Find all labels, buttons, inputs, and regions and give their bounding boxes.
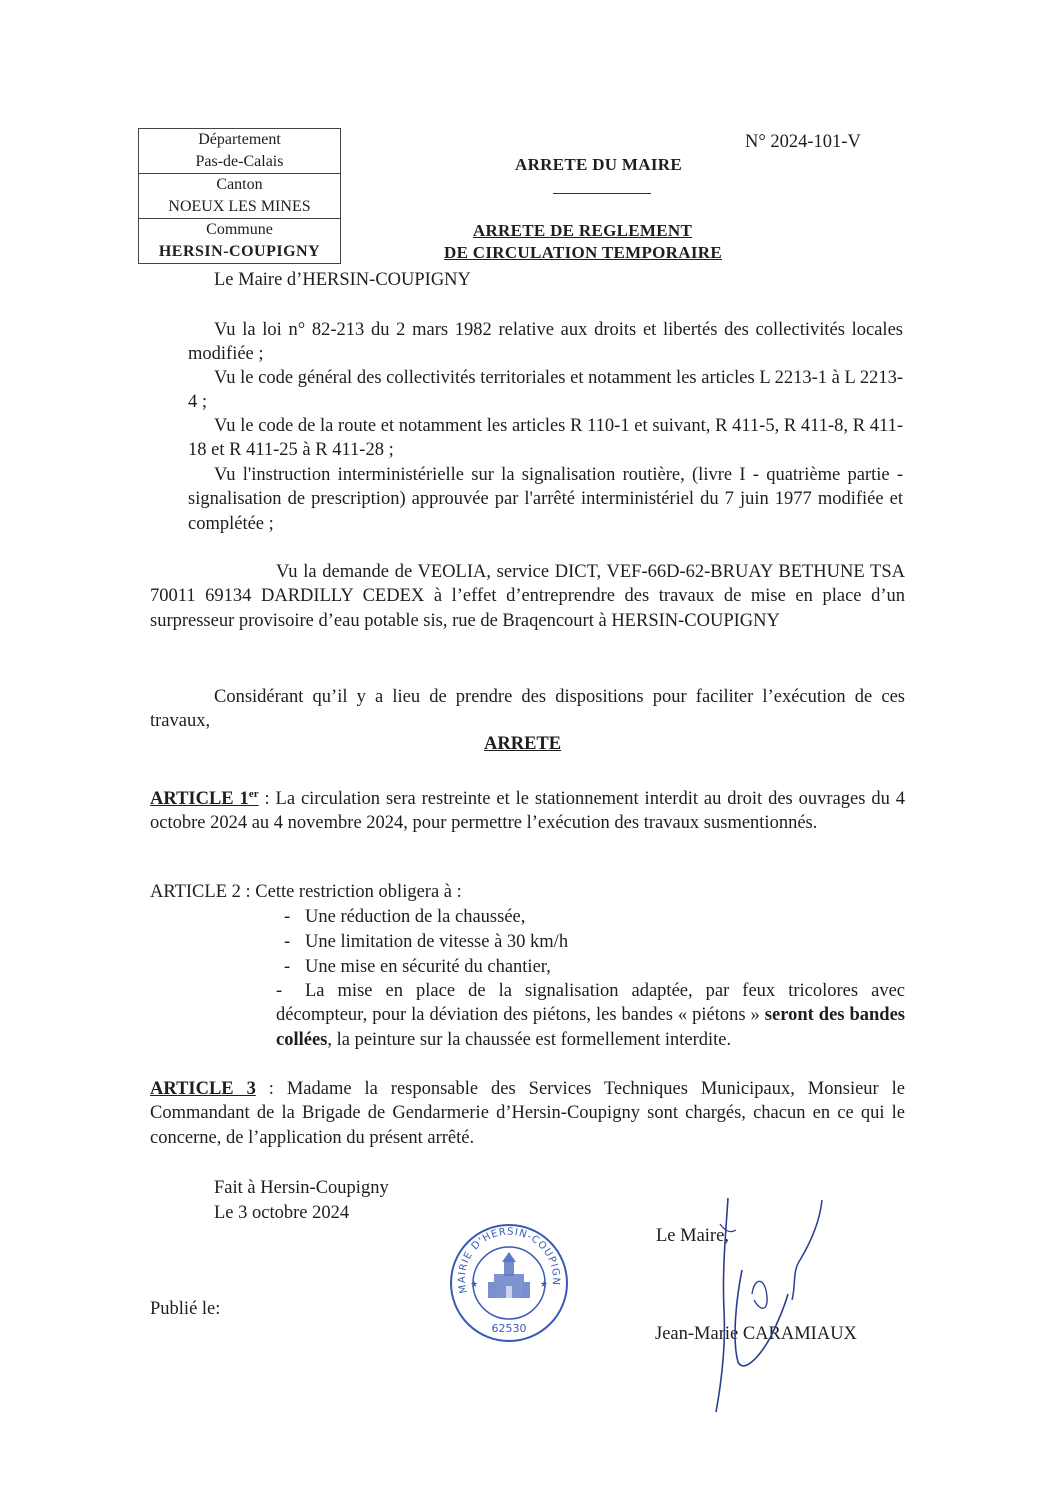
title-main: ARRETE DU MAIRE	[515, 155, 682, 174]
signature-scribble-icon	[680, 1190, 850, 1420]
header-box	[138, 128, 341, 264]
article-1	[150, 782, 905, 836]
publie-le: Publié le:	[150, 1299, 221, 1319]
maire-line: Le Maire d’HERSIN-COUPIGNY	[214, 270, 471, 290]
canton-label: Canton	[216, 176, 263, 193]
article-1-text: : La circulation sera restreinte et le stationnement interdit au droit des ouvrages du 4 octobre 2024 au 4 novembre 2024, pour permettre l’exécution des travaux susmentionnés.	[150, 789, 906, 834]
list-bullet: -	[284, 907, 291, 927]
article-2-text: : Cette restriction obligera à :	[240, 882, 462, 902]
demande-paragraph: Vu la demande de VEOLIA, service DICT, VEF-66D-62-BRUAY BETHUNE TSA 70011 69134 DARDILLY CEDEX à l’effet d’entreprendre des travaux de mise en place d’un surpresseur provisoire d’eau potable sis, rue de Braqencourt à HERSIN-COUPIGNY	[150, 562, 905, 631]
article-3-label: ARTICLE 3	[150, 1079, 256, 1099]
article-1-label: ARTICLE 1er	[150, 788, 259, 810]
vu-paragraph-3: Vu le code de la route et notamment les articles R 110-1 et suivant, R 411-5, R 411-8, R 411-18 et R 411-25 à R 411-28 ;	[188, 416, 903, 461]
article-3	[150, 1077, 905, 1150]
signature-title: Le Maire,	[656, 1226, 729, 1246]
article-3-text: : Madame la responsable des Services Techniques Municipaux, Monsieur le Commandant de la Brigade de Gendarmerie d’Hersin-Coupigny sont chargés, chacun en ce qui le concerne, de l’application du présent arrêté.	[150, 1079, 905, 1148]
list-bullet: -	[284, 957, 291, 977]
departement-value: Pas-de-Calais	[139, 151, 340, 174]
fait-a: Fait à Hersin-Coupigny	[214, 1178, 389, 1198]
commune-value: HERSIN-COUPIGNY	[158, 243, 321, 260]
arrete-heading: ARRETE	[484, 734, 562, 754]
list-item: Une réduction de la chaussée,	[305, 907, 526, 927]
bold-emphasis: seront des bandes collées	[276, 1005, 905, 1050]
list-bullet: -	[284, 932, 291, 952]
title-sub-1: ARRETE DE REGLEMENT	[472, 221, 693, 240]
list-item-last: - La mise en place de la signalisation adaptée, par feux tricolores avec décompteur, pour la déviation des piétons, les bandes « piétons » seront des bandes collées, la peinture sur la chaussée est formellement interdite.	[276, 981, 905, 1050]
svg-text:★: ★	[540, 1280, 549, 1290]
signature-name: Jean-Marie CARAMIAUX	[655, 1324, 857, 1344]
vu-paragraph-2: Vu le code général des collectivités territoriales et notamment les articles L 2213-1 à L 2213-4 ;	[188, 368, 903, 413]
mairie-stamp	[448, 1222, 570, 1344]
considerant-paragraph: Considérant qu’il y a lieu de prendre des dispositions pour faciliter l’exécution de ces travaux,	[150, 687, 905, 732]
svg-text:★: ★	[470, 1280, 479, 1290]
handwritten-signature	[680, 1190, 850, 1420]
svg-text:MAIRIE D'HERSIN-COUPIGNY: MAIRIE D'HERSIN-COUPIGN	[456, 1226, 562, 1295]
commune-label: Commune	[206, 221, 273, 238]
list-item: Une limitation de vitesse à 30 km/h	[305, 932, 569, 952]
article-2	[150, 880, 905, 904]
date-line: Le 3 octobre 2024	[214, 1203, 350, 1223]
list-bullet: -	[276, 981, 283, 1001]
title-sub-2: DE CIRCULATION TEMPORAIRE	[444, 243, 722, 262]
article-2-label: ARTICLE 2	[150, 882, 241, 902]
canton-value: NOEUX LES MINES	[139, 196, 340, 219]
departement-label: Département	[198, 131, 281, 148]
vu-paragraph-4: Vu l'instruction interministérielle sur la signalisation routière, (livre I - quatrième partie - signalisation de prescription) approuvée par l'arrêté interministériel du 7 juin 1977 modifiée et complétée ;	[188, 465, 903, 534]
stamp-postal: 62530	[491, 1322, 527, 1335]
stamp-seal-icon	[448, 1222, 570, 1344]
list-item: Une mise en sécurité du chantier,	[305, 957, 551, 977]
vu-paragraph-1: Vu la loi n° 82-213 du 2 mars 1982 relative aux droits et libertés des collectivités locales modifiée ;	[188, 320, 903, 365]
document-number: N° 2024-101-V	[745, 132, 861, 152]
title-divider	[553, 193, 651, 194]
